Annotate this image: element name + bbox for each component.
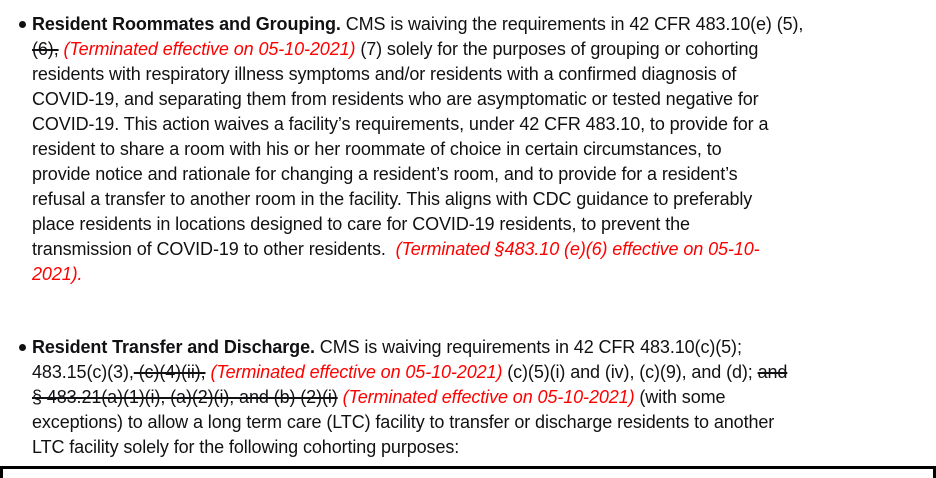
text-run-strike: and: [757, 362, 788, 382]
bullet-item: [0, 335, 936, 460]
text-line: [32, 435, 936, 460]
text-run-normal: COVID-19, and separating them from residents who are asymptomatic or tested negative for: [32, 89, 759, 109]
text-line: [32, 137, 936, 162]
text-run-normal: resident to share a room with his or her roommate of choice in certain circumstances, to: [32, 139, 722, 159]
text-run-normal: (c)(5)(i) and (iv), (c)(9), and (d);: [502, 362, 758, 382]
text-run-bold: Resident Transfer and Discharge.: [32, 337, 320, 357]
text-run-normal: 483.15(c)(3),: [32, 362, 134, 382]
text-line: [32, 262, 936, 287]
text-line: [32, 187, 936, 212]
text-run-normal: residents with respiratory illness symptoms and/or residents with a confirmed diagnosis of: [32, 64, 737, 84]
text-run-red: (Terminated §483.10 (e)(6) effective on 05-10-: [395, 239, 760, 259]
text-run-strike: § 483.21(a)(1)(i), (a)(2)(i), and (b) (2)(i): [32, 387, 338, 407]
bullet-marker-icon: [19, 21, 26, 28]
text-run-normal: transmission of COVID-19 to other residents.: [32, 239, 396, 259]
table-border: [0, 466, 936, 478]
text-line: [32, 410, 936, 435]
text-line: [32, 360, 936, 385]
text-line: [32, 62, 936, 87]
text-run-red: (Terminated effective on 05-10-2021): [63, 39, 356, 59]
text-line: [32, 37, 936, 62]
text-line: [32, 212, 936, 237]
text-line: [32, 12, 936, 37]
text-run-red: (Terminated effective on 05-10-2021): [342, 387, 635, 407]
bullet-marker-icon: [19, 344, 26, 351]
text-line: [32, 237, 936, 262]
text-run-normal: CMS is waiving the requirements in 42 CFR 483.10(e) (5),: [345, 14, 804, 34]
text-run-normal: (7) solely for the purposes of grouping or cohorting: [355, 39, 759, 59]
text-run-red: (Terminated effective on 05-10-2021): [210, 362, 503, 382]
text-line: [32, 112, 936, 137]
bullet-list: [0, 12, 936, 460]
text-line: [32, 335, 936, 360]
text-line: [32, 87, 936, 112]
text-run-normal: CMS is waiving requirements in 42 CFR 483.10(c)(5);: [319, 337, 742, 357]
text-run-bold: Resident Roommates and Grouping.: [32, 14, 346, 34]
text-run-normal: LTC facility solely for the following cohorting purposes:: [32, 437, 460, 457]
text-run-red: 2021).: [32, 264, 83, 284]
text-line: [32, 385, 936, 410]
text-line: [32, 162, 936, 187]
text-run-normal: (with some: [634, 387, 726, 407]
text-run-normal: provide notice and rationale for changing a resident’s room, and to provide for a resident’s: [32, 164, 738, 184]
bullet-item: [0, 12, 936, 287]
bullet-text: [32, 335, 936, 460]
text-run-normal: refusal a transfer to another room in the facility. This aligns with CDC guidance to preferably: [32, 189, 753, 209]
text-run-normal: COVID-19. This action waives a facility’s requirements, under 42 CFR 483.10, to provide for a: [32, 114, 769, 134]
text-run-strike: (c)(4)(ii),: [133, 362, 206, 382]
text-run-strike: (6),: [32, 39, 59, 59]
text-run-normal: place residents in locations designed to care for COVID-19 residents, to prevent the: [32, 214, 690, 234]
bullet-text: [32, 12, 936, 287]
text-run-normal: exceptions) to allow a long term care (LTC) facility to transfer or discharge residents to another: [32, 412, 775, 432]
